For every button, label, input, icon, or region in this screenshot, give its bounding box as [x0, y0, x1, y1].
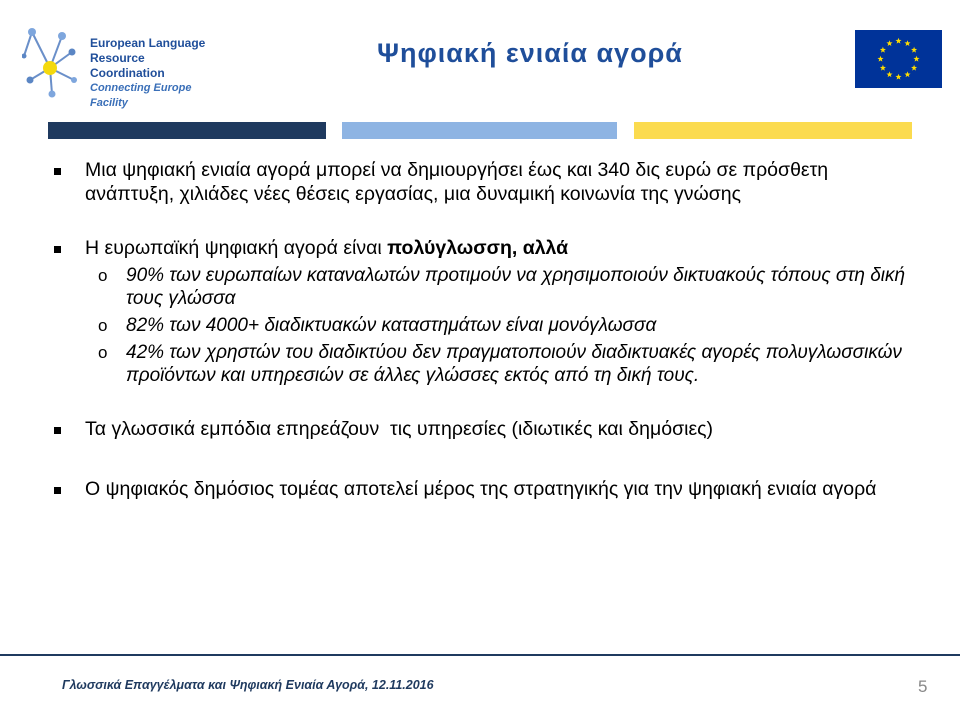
logo-tagline: Connecting Europe Facility [90, 82, 192, 109]
flag-star-icon [877, 56, 883, 62]
flag-star-icon [886, 71, 892, 77]
bullet-emphasis: πολύγλωσση, αλλά [387, 237, 569, 259]
bullet-item [52, 477, 912, 501]
logo-line-1: European Language [90, 36, 206, 50]
sub-list-item [98, 314, 912, 337]
divider-bar-blue [342, 122, 617, 139]
flag-star-icon [911, 65, 917, 71]
eu-flag-icon [855, 30, 942, 88]
bullet-text: Ο ψηφιακός δημόσιος τομέας αποτελεί μέρος της στρατηγικής για την ψηφιακή ενιαία αγορά [85, 478, 877, 500]
flag-star-icon [880, 65, 886, 71]
circle-bullet-icon: o [98, 316, 108, 335]
bullet-text: Η ευρωπαϊκή ψηφιακή αγορά είναι [85, 237, 388, 259]
flag-star-icon [895, 74, 901, 80]
sub-list [98, 264, 912, 387]
flag-star-icon [913, 56, 919, 62]
divider-bar-navy [48, 122, 326, 139]
flag-star-icon [904, 71, 910, 77]
flag-star-icon [880, 47, 886, 53]
footer-caption: Γλωσσικά Επαγγέλματα και Ψηφιακή Ενιαία Αγορά, 12.11.2016 [62, 678, 434, 692]
square-bullet-icon [54, 168, 61, 175]
sub-item-text: 42% των χρηστών του διαδικτύου δεν πραγματοποιούν διαδικτυακές αγορές πολυγλωσσικών προϊόντων και υπηρεσιών σε άλλες γλώσσες εκτός από τη δική τους. [126, 342, 902, 386]
sub-item-text: 90% των ευρωπαίων καταναλωτών προτιμούν να χρησιμοποιούν δικτυακούς τόπους στη δική τους γλώσσα [126, 265, 906, 309]
circle-bullet-icon: o [98, 266, 108, 285]
footer-divider [0, 654, 960, 656]
sub-list-item [98, 264, 912, 310]
divider-bar-yellow [634, 122, 912, 139]
flag-star-icon [911, 47, 917, 53]
page-number: 5 [918, 677, 928, 696]
circle-bullet-icon: o [98, 343, 108, 362]
flag-star-icon [895, 38, 901, 44]
bullet-item [52, 236, 912, 260]
flag-star-icon [904, 40, 910, 46]
sub-list-item [98, 341, 912, 387]
logo-line-2: Resource Coordination [90, 51, 165, 80]
flag-star-icon [886, 40, 892, 46]
square-bullet-icon [54, 487, 61, 494]
bullet-text: Μια ψηφιακή ενιαία αγορά μπορεί να δημιουργήσει έως και 340 δις ευρώ σε πρόσθετη ανάπτυξη, χιλιάδες νέες θέσεις εργασίας, μια δυναμική κοινωνία της γνώσης [85, 159, 829, 205]
elrc-logo [22, 22, 222, 109]
slide-title: Ψηφιακή ενιαία αγορά [377, 38, 683, 68]
network-icon [22, 22, 92, 100]
square-bullet-icon [54, 427, 61, 434]
square-bullet-icon [54, 246, 61, 253]
logo-text [90, 36, 222, 111]
slide-content [52, 158, 912, 501]
bullet-text: Τα γλωσσικά εμπόδια επηρεάζουν τις υπηρεσίες (ιδιωτικές και δημόσιες) [85, 418, 714, 440]
sub-item-text: 82% των 4000+ διαδικτυακών καταστημάτων είναι μονόγλωσσα [126, 315, 657, 336]
bullet-item [52, 158, 912, 206]
bullet-item [52, 417, 912, 441]
